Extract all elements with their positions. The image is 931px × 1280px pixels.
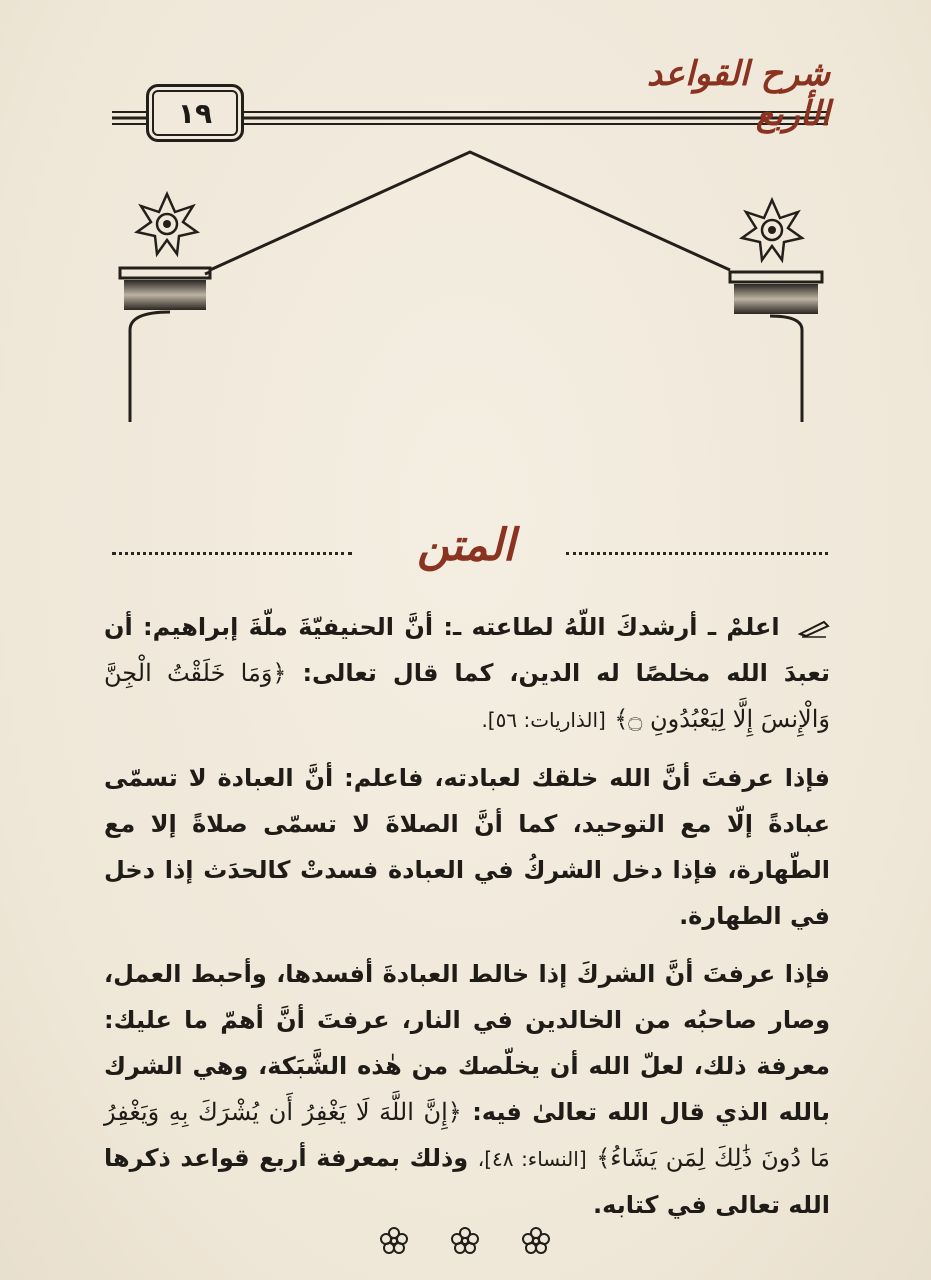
paragraph-1-lead: اعلمْ ـ أرشدكَ اللّهُ لطاعته ـ: أنَّ الحنيفيّةَ ملّةَ إبراهيم: أن تعبدَ الله مخلصًا له الدين، كما قال تعالى: — [104, 613, 830, 687]
verse-reference-1: [الذاريات: ٥٦]. — [481, 708, 606, 732]
verse-reference-2: [النساء: ٤٨]، — [477, 1147, 587, 1171]
footer-ornaments — [380, 1226, 550, 1256]
quran-verse-1: ﴿وَمَا خَلَقْتُ الْجِنَّ وَالْإِنسَ إِلَّا لِيَعْبُدُونِ ۝﴾ — [104, 659, 830, 733]
paragraph-3-lead: فإذا عرفتَ أنَّ الشركَ إذا خالط العبادةَ أفسدها، وأحبط العمل، وصار صاحبُه من الخالدين في النار، عرفتَ أنَّ أهمّ ما عليك: معرفة ذلك، لعلّ الله أن يخلّصك من هٰذه الشَّبَكة، وهي الشرك بالله الذي قال الله تعالىٰ فيه: — [104, 960, 830, 1126]
book-title: شرح القواعد الأربع — [646, 54, 830, 134]
pen-icon — [798, 618, 830, 638]
star-ornament-right-icon — [742, 200, 802, 260]
flower-ornament-icon — [522, 1227, 550, 1255]
decorative-arch — [110, 140, 830, 440]
star-ornament-left-icon — [137, 194, 197, 254]
section-rule-left — [112, 552, 352, 561]
flower-ornament-icon — [380, 1227, 408, 1255]
quran-verse-2: ﴿إِنَّ اللَّهَ لَا يَغْفِرُ أَن يُشْرَكَ بِهِ وَيَغْفِرُ مَا دُونَ ذَٰلِكَ لِمَن يَشَاءُ﴾ — [104, 1098, 831, 1172]
paragraph-3 — [104, 951, 830, 1228]
page-number-text: ١٩ — [177, 96, 213, 130]
section-rule-right — [566, 552, 828, 561]
paragraph-3-tail: وذلك بمعرفة أربع قواعد ذكرها الله تعالى في كتابه. — [104, 1144, 830, 1219]
page-number — [146, 84, 244, 142]
paragraph-1 — [104, 604, 830, 743]
paragraph-2: فإذا عرفتَ أنَّ الله خلقك لعبادته، فاعلم: أنَّ العبادة لا تسمّى عبادةً إلّا مع التوحيد، كما أنَّ الصلاةَ لا تسمّى صلاةً إلا مع الطّهارة، فإذا دخل الشركُ في العبادة فسدتْ كالحدَث إذا دخل في الطهارة. — [104, 764, 830, 930]
body-text — [104, 604, 830, 1240]
flower-ornament-icon — [451, 1227, 479, 1255]
section-title: المتن — [417, 520, 515, 571]
